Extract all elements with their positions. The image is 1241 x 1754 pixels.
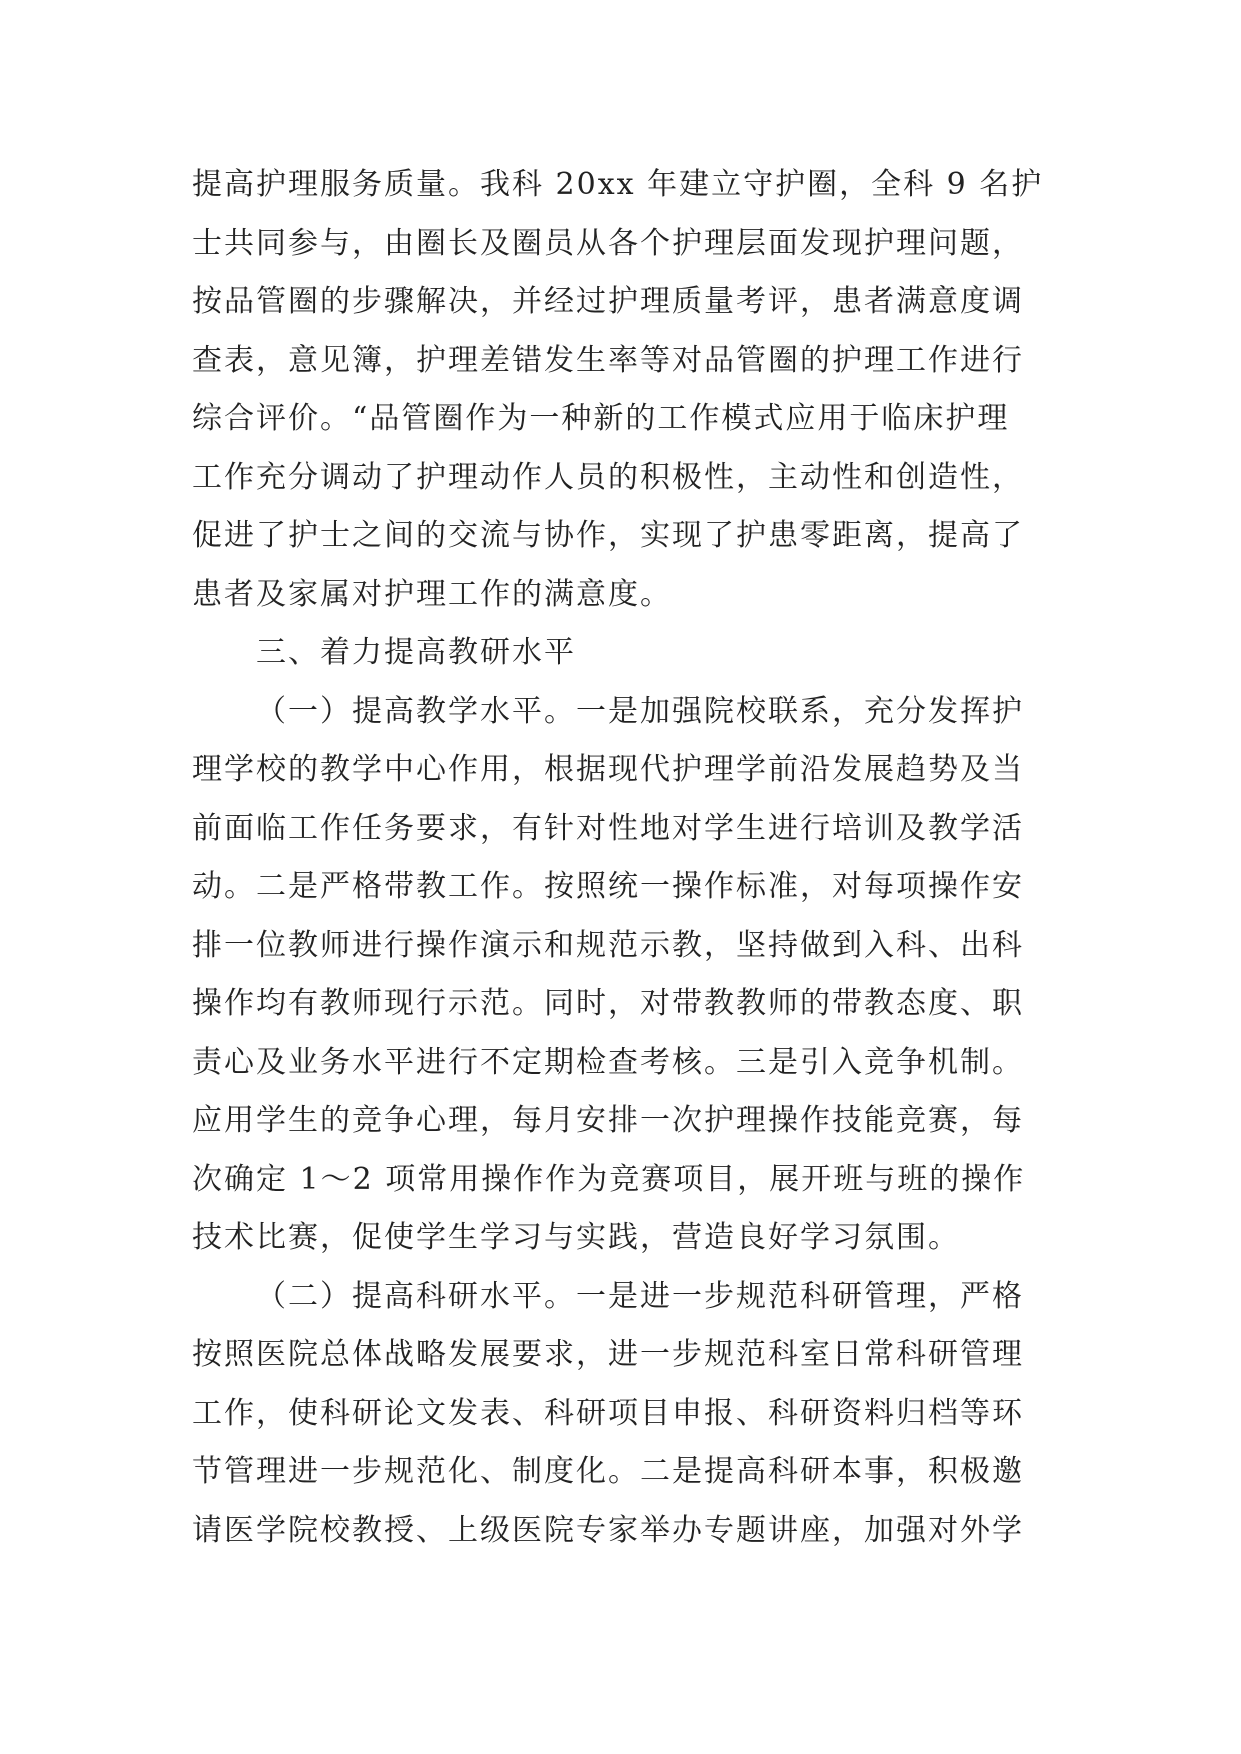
body-line: 节管理进一步规范化、制度化。二是提高科研本事，积极邀 bbox=[192, 1454, 1024, 1489]
section-heading: 三、着力提高教研水平 bbox=[256, 635, 576, 670]
paragraph-first-line: （二）提高科研水平。一是进一步规范科研管理，严格 bbox=[256, 1278, 1024, 1314]
body-line: 操作均有教师现行示范。同时，对带教教师的带教态度、职 bbox=[192, 986, 1024, 1021]
document-body bbox=[192, 156, 1052, 1560]
body-line: 请医学院校教授、上级医院专家举办专题讲座，加强对外学 bbox=[192, 1512, 1024, 1548]
body-line: 综合评价。“品管圈作为一种新的工作模式应用于临床护理 bbox=[192, 401, 1010, 436]
body-line: 应用学生的竞争心理，每月安排一次护理操作技能竞赛，每 bbox=[192, 1103, 1024, 1138]
body-line: 工作充分调动了护理动作人员的积极性，主动性和创造性， bbox=[192, 459, 1024, 495]
body-line: 查表，意见簿，护理差错发生率等对品管圈的护理工作进行 bbox=[192, 342, 1024, 378]
body-line: 次确定 1～2 项常用操作作为竞赛项目，展开班与班的操作 bbox=[192, 1161, 1026, 1197]
body-line: 前面临工作任务要求，有针对性地对学生进行培训及教学活 bbox=[192, 810, 1024, 846]
body-line: 理学校的教学中心作用，根据现代护理学前沿发展趋势及当 bbox=[192, 752, 1024, 787]
body-line: 责心及业务水平进行不定期检查考核。三是引入竞争机制。 bbox=[192, 1044, 1024, 1080]
body-line: 提高护理服务质量。我科 20xx 年建立守护圈，全科 9 名护 bbox=[192, 167, 1044, 202]
body-line: 促进了护士之间的交流与协作，实现了护患零距离，提高了 bbox=[192, 518, 1024, 553]
body-line: 工作，使科研论文发表、科研项目申报、科研资料归档等环 bbox=[192, 1395, 1024, 1431]
body-line: 动。二是严格带教工作。按照统一操作标准，对每项操作安 bbox=[192, 869, 1024, 904]
body-line: 技术比赛，促使学生学习与实践，营造良好学习氛围。 bbox=[192, 1220, 960, 1255]
paragraph-first-line: （一）提高教学水平。一是加强院校联系，充分发挥护 bbox=[256, 693, 1024, 729]
body-line: 排一位教师进行操作演示和规范示教，坚持做到入科、出科 bbox=[192, 927, 1024, 963]
body-line: 按品管圈的步骤解决，并经过护理质量考评，患者满意度调 bbox=[192, 284, 1024, 319]
body-line: 士共同参与，由圈长及圈员从各个护理层面发现护理问题， bbox=[192, 225, 1024, 261]
body-line: 患者及家属对护理工作的满意度。 bbox=[192, 576, 672, 612]
body-line: 按照医院总体战略发展要求，进一步规范科室日常科研管理 bbox=[192, 1337, 1024, 1372]
